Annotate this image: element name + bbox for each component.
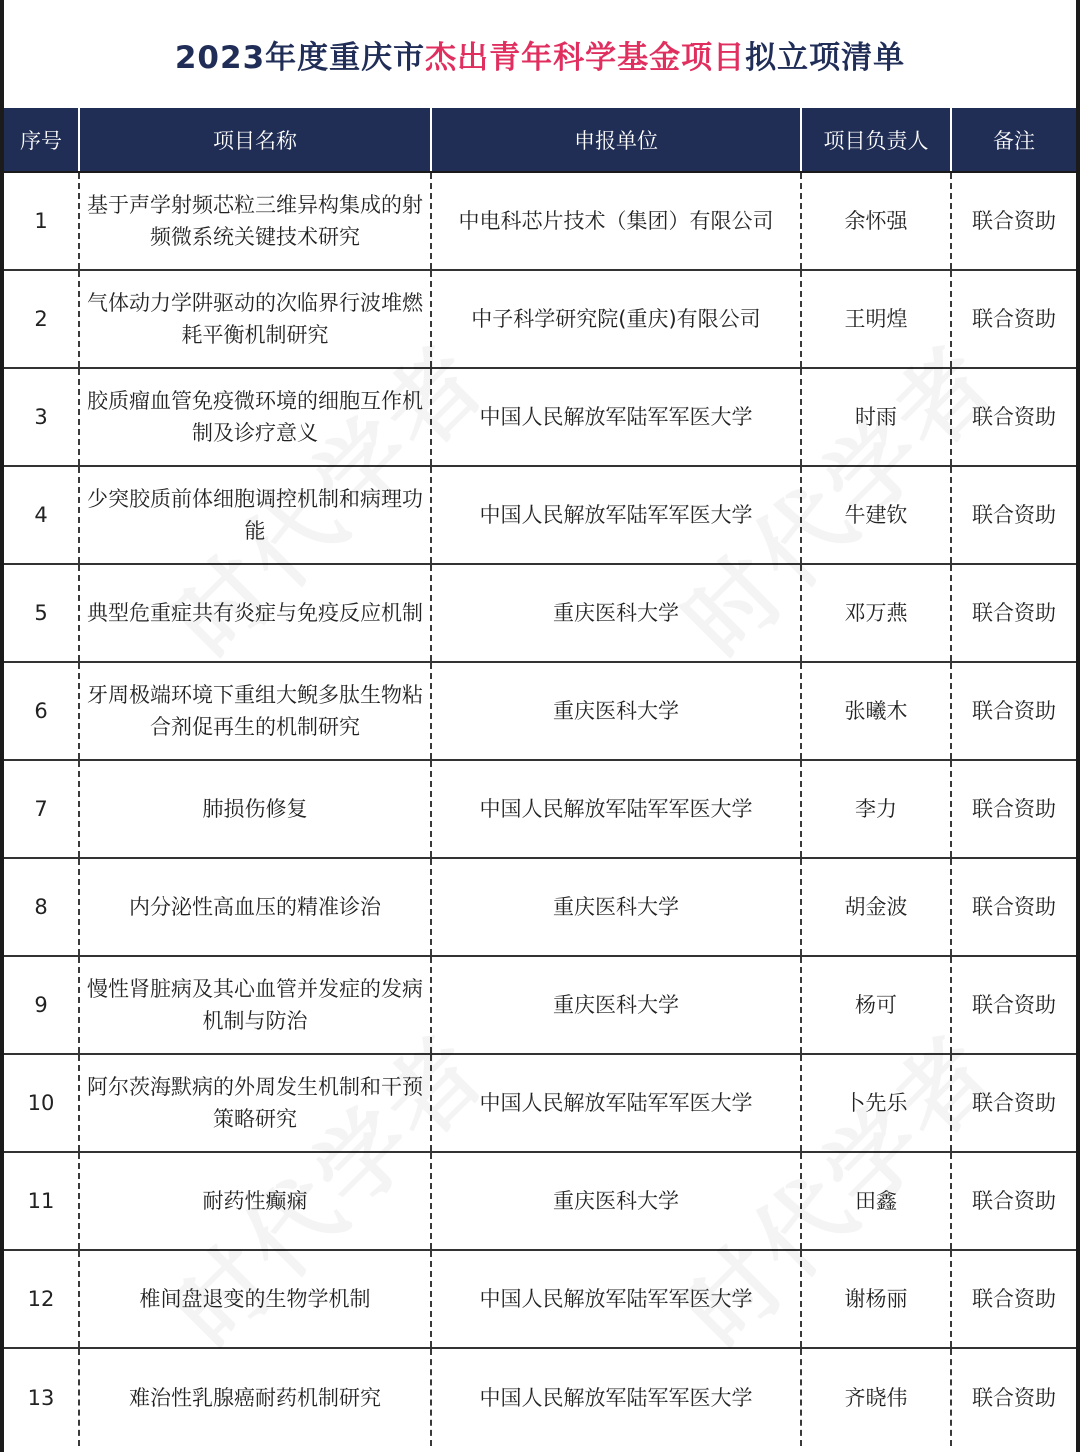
table-row: [4, 662, 1076, 760]
title-suffix: 拟立项清单: [745, 39, 906, 76]
cell-name: 椎间盘退变的生物学机制: [79, 1250, 431, 1348]
cell-unit: 中国人民解放军陆军军医大学: [431, 368, 801, 466]
cell-leader: 王明煌: [801, 270, 951, 368]
table-row: [4, 1250, 1076, 1348]
table-row: [4, 1152, 1076, 1250]
title-highlight: 杰出青年科学基金项目: [425, 39, 746, 76]
cell-unit: 重庆医科大学: [431, 858, 801, 956]
cell-leader: 时雨: [801, 368, 951, 466]
cell-unit: 重庆医科大学: [431, 1152, 801, 1250]
cell-unit: 中国人民解放军陆军军医大学: [431, 466, 801, 564]
header-unit: 申报单位: [431, 108, 801, 172]
cell-leader: 杨可: [801, 956, 951, 1054]
cell-no: 12: [4, 1250, 79, 1348]
page-title: [4, 0, 1076, 108]
cell-leader: 牛建钦: [801, 466, 951, 564]
title-prefix: 2023年度重庆市: [174, 39, 426, 76]
header-no: 序号: [4, 108, 79, 172]
cell-unit: 重庆医科大学: [431, 662, 801, 760]
project-table: [4, 108, 1076, 1446]
cell-no: 11: [4, 1152, 79, 1250]
table-row: [4, 172, 1076, 270]
cell-unit: 中国人民解放军陆军军医大学: [431, 760, 801, 858]
cell-no: 10: [4, 1054, 79, 1152]
cell-note: 联合资助: [951, 564, 1076, 662]
cell-name: 阿尔茨海默病的外周发生机制和干预策略研究: [79, 1054, 431, 1152]
cell-unit: 中国人民解放军陆军军医大学: [431, 1348, 801, 1446]
cell-leader: 张曦木: [801, 662, 951, 760]
cell-name: 牙周极端环境下重组大鲵多肽生物粘合剂促再生的机制研究: [79, 662, 431, 760]
cell-leader: 谢杨丽: [801, 1250, 951, 1348]
header-note: 备注: [951, 108, 1076, 172]
cell-note: 联合资助: [951, 270, 1076, 368]
cell-unit: 重庆医科大学: [431, 564, 801, 662]
cell-unit: 中电科芯片技术（集团）有限公司: [431, 172, 801, 270]
cell-leader: 齐晓伟: [801, 1348, 951, 1446]
cell-leader: 李力: [801, 760, 951, 858]
cell-note: 联合资助: [951, 662, 1076, 760]
table-row: [4, 760, 1076, 858]
cell-name: 耐药性癫痫: [79, 1152, 431, 1250]
table-header-row: [4, 108, 1076, 172]
cell-unit: 中子科学研究院(重庆)有限公司: [431, 270, 801, 368]
cell-name: 慢性肾脏病及其心血管并发症的发病机制与防治: [79, 956, 431, 1054]
cell-note: 联合资助: [951, 956, 1076, 1054]
cell-no: 9: [4, 956, 79, 1054]
cell-no: 8: [4, 858, 79, 956]
cell-leader: 邓万燕: [801, 564, 951, 662]
cell-leader: 胡金波: [801, 858, 951, 956]
cell-name: 基于声学射频芯粒三维异构集成的射频微系统关键技术研究: [79, 172, 431, 270]
cell-no: 3: [4, 368, 79, 466]
cell-name: 胶质瘤血管免疫微环境的细胞互作机制及诊疗意义: [79, 368, 431, 466]
cell-no: 7: [4, 760, 79, 858]
cell-name: 气体动力学阱驱动的次临界行波堆燃耗平衡机制研究: [79, 270, 431, 368]
table-row: [4, 564, 1076, 662]
cell-leader: 田鑫: [801, 1152, 951, 1250]
table-row: [4, 1348, 1076, 1446]
cell-unit: 中国人民解放军陆军军医大学: [431, 1250, 801, 1348]
table-row: [4, 270, 1076, 368]
cell-leader: 余怀强: [801, 172, 951, 270]
cell-name: 典型危重症共有炎症与免疫反应机制: [79, 564, 431, 662]
table-row: [4, 368, 1076, 466]
table-row: [4, 858, 1076, 956]
cell-note: 联合资助: [951, 1250, 1076, 1348]
cell-note: 联合资助: [951, 1152, 1076, 1250]
table-row: [4, 1054, 1076, 1152]
header-leader: 项目负责人: [801, 108, 951, 172]
cell-leader: 卜先乐: [801, 1054, 951, 1152]
cell-no: 2: [4, 270, 79, 368]
cell-note: 联合资助: [951, 1054, 1076, 1152]
table-row: [4, 466, 1076, 564]
cell-name: 肺损伤修复: [79, 760, 431, 858]
table-row: [4, 956, 1076, 1054]
cell-note: 联合资助: [951, 760, 1076, 858]
header-name: 项目名称: [79, 108, 431, 172]
cell-note: 联合资助: [951, 466, 1076, 564]
cell-no: 6: [4, 662, 79, 760]
cell-name: 难治性乳腺癌耐药机制研究: [79, 1348, 431, 1446]
cell-no: 4: [4, 466, 79, 564]
cell-note: 联合资助: [951, 858, 1076, 956]
cell-no: 5: [4, 564, 79, 662]
cell-name: 内分泌性高血压的精准诊治: [79, 858, 431, 956]
cell-no: 13: [27, 1385, 55, 1410]
cell-name: 少突胶质前体细胞调控机制和病理功能: [79, 466, 431, 564]
cell-note: 联合资助: [951, 172, 1076, 270]
cell-no: 1: [4, 172, 79, 270]
cell-unit: 中国人民解放军陆军军医大学: [431, 1054, 801, 1152]
cell-unit: 重庆医科大学: [431, 956, 801, 1054]
cell-note: 联合资助: [951, 368, 1076, 466]
cell-note: 联合资助: [951, 1348, 1076, 1446]
